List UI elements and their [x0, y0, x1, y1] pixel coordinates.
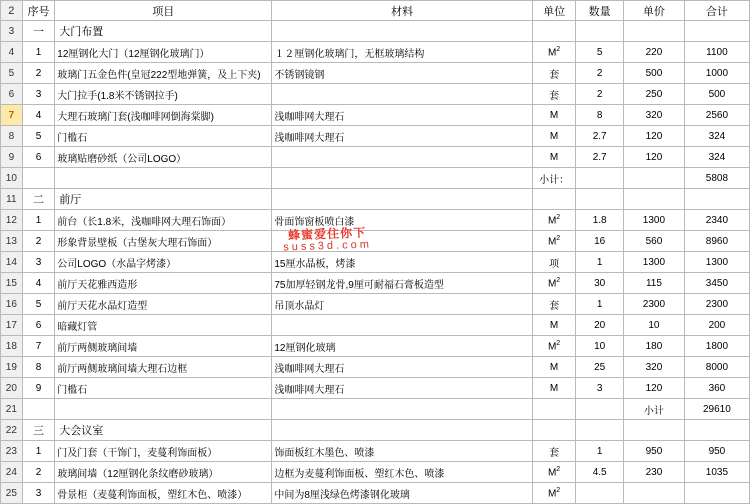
cell-unit[interactable]: 套 [532, 294, 575, 315]
cell-price[interactable]: 1300 [624, 210, 685, 231]
cell-material[interactable]: 中间为8厘浅绿色烤漆钢化玻璃 [272, 483, 533, 504]
section-index: 一 [22, 21, 55, 42]
cell-unit[interactable]: M [532, 105, 575, 126]
cell-total[interactable]: 950 [684, 441, 749, 462]
cell-price[interactable] [624, 420, 685, 441]
row-header[interactable]: 9 [1, 147, 23, 168]
cell-item[interactable] [55, 399, 272, 420]
row-header[interactable]: 14 [1, 252, 23, 273]
section-index: 二 [22, 189, 55, 210]
cell-price[interactable]: 560 [624, 231, 685, 252]
cell-qty[interactable]: 4.5 [576, 462, 624, 483]
cell-unit[interactable]: $M^2$ [532, 273, 575, 294]
column-header-1: 序号 [22, 1, 55, 21]
cell-total[interactable]: 8000 [684, 357, 749, 378]
cell-no[interactable]: 3 [22, 252, 55, 273]
cell-item[interactable]: 形象背景壁板（古堡灰大理石饰面） [55, 231, 272, 252]
table-row[interactable] [1, 399, 750, 420]
cell-total[interactable]: 500 [684, 84, 749, 105]
row-header[interactable]: 21 [1, 399, 23, 420]
column-header-2: 项目 [55, 1, 272, 21]
section-name: 大门布置 [55, 21, 272, 42]
cell-material[interactable]: 不锈钢镜钢 [272, 63, 533, 84]
cell-unit[interactable]: 套 [532, 441, 575, 462]
cell-material[interactable] [272, 147, 533, 168]
cell-qty[interactable]: 1 [576, 441, 624, 462]
cell-no[interactable]: 2 [22, 462, 55, 483]
table-row[interactable] [1, 294, 750, 315]
cell-no[interactable]: 1 [22, 441, 55, 462]
cell-price[interactable]: 230 [624, 462, 685, 483]
cell-total[interactable]: 2340 [684, 210, 749, 231]
section-name: 前厅 [55, 189, 272, 210]
cell-material[interactable]: 15厘水晶板，烤漆 [272, 252, 533, 273]
subtotal-value: 29610 [684, 399, 749, 420]
cell-price[interactable]: 500 [624, 63, 685, 84]
row-header[interactable]: 23 [1, 441, 23, 462]
table-row[interactable] [1, 42, 750, 63]
row-header[interactable]: 2 [1, 1, 23, 21]
cell-item[interactable]: 骨景柜（麦蔓利饰面板，塑红木色、喷漆） [55, 483, 272, 504]
cell-unit[interactable] [532, 420, 575, 441]
cell-item[interactable]: 前厅两侧玻璃间墙大理石边框 [55, 357, 272, 378]
cell-price[interactable] [624, 483, 685, 504]
cell-price[interactable]: 1300 [624, 252, 685, 273]
row-header[interactable]: 25 [1, 483, 23, 504]
cell-item[interactable]: 公司LOGO（水晶字烤漆） [55, 252, 272, 273]
table-row[interactable] [1, 336, 750, 357]
cell-material[interactable]: 浅咖啡网大理石 [272, 105, 533, 126]
cell-qty[interactable] [576, 420, 624, 441]
cell-material[interactable]: 饰面板红木墨色、喷漆 [272, 441, 533, 462]
cell-item[interactable]: 玻璃间墙（12厘钢化条纹磨砂玻璃） [55, 462, 272, 483]
cell-qty[interactable] [576, 21, 624, 42]
cell-qty[interactable]: 10 [576, 336, 624, 357]
row-header[interactable]: 10 [1, 168, 23, 189]
cell-qty[interactable]: 2 [576, 63, 624, 84]
cell-total[interactable]: 200 [684, 315, 749, 336]
cell-qty[interactable] [576, 483, 624, 504]
subtotal-value: 5808 [684, 168, 749, 189]
cell-item[interactable]: 前厅天花雅西造形 [55, 273, 272, 294]
cell-qty[interactable]: 2.7 [576, 147, 624, 168]
table-row[interactable] [1, 315, 750, 336]
cell-no[interactable]: 7 [22, 336, 55, 357]
cell-unit[interactable]: $M^2$ [532, 483, 575, 504]
cell-item[interactable]: 前厅两侧玻璃间墙 [55, 336, 272, 357]
cell-qty[interactable]: 1 [576, 252, 624, 273]
cell-material[interactable] [272, 84, 533, 105]
cell-no[interactable]: 1 [22, 210, 55, 231]
cell-total[interactable]: 1300 [684, 252, 749, 273]
cell-total[interactable]: 1800 [684, 336, 749, 357]
cell-unit[interactable]: $M^2$ [532, 231, 575, 252]
cell-qty[interactable] [576, 189, 624, 210]
cell-material[interactable]: 12厘钢化玻璃 [272, 336, 533, 357]
cell-qty[interactable]: 5 [576, 42, 624, 63]
row-header[interactable]: 15 [1, 273, 23, 294]
cell-total[interactable]: 324 [684, 126, 749, 147]
cell-qty[interactable]: 30 [576, 273, 624, 294]
cell-no[interactable]: 3 [22, 84, 55, 105]
cell-item[interactable]: 大理石玻璃门套(浅咖啡网倒海棠脚) [55, 105, 272, 126]
column-header-4: 单位 [532, 1, 575, 21]
cell-qty[interactable] [576, 168, 624, 189]
table-row[interactable] [1, 441, 750, 462]
row-header[interactable]: 7 [1, 105, 23, 126]
cell-unit[interactable]: M [532, 315, 575, 336]
cell-item[interactable]: 玻璃门五金色件(皇冠222型地弹簧，及上下夹) [55, 63, 272, 84]
table-row[interactable] [1, 189, 750, 210]
cell-total[interactable]: 2560 [684, 105, 749, 126]
cell-no[interactable]: 5 [22, 294, 55, 315]
cell-price[interactable]: 180 [624, 336, 685, 357]
cell-total[interactable] [684, 483, 749, 504]
column-header-6: 单价 [624, 1, 685, 21]
cell-item[interactable]: 前台（长1.8米，浅咖啡网大理石饰面） [55, 210, 272, 231]
cell-qty[interactable]: 2.7 [576, 126, 624, 147]
cell-no[interactable]: 9 [22, 378, 55, 399]
cell-price[interactable] [624, 189, 685, 210]
row-header[interactable]: 8 [1, 126, 23, 147]
cell-no[interactable]: 3 [22, 483, 55, 504]
cell-no[interactable] [22, 399, 55, 420]
table-row[interactable] [1, 273, 750, 294]
cell-item[interactable] [55, 168, 272, 189]
row-header[interactable]: 11 [1, 189, 23, 210]
cell-total[interactable]: 360 [684, 378, 749, 399]
section-index: 三 [22, 420, 55, 441]
cell-total[interactable]: 1035 [684, 462, 749, 483]
row-header[interactable]: 5 [1, 63, 23, 84]
column-header-5: 数量 [576, 1, 624, 21]
row-header[interactable]: 17 [1, 315, 23, 336]
table-row[interactable] [1, 147, 750, 168]
cell-material[interactable]: 骨面饰窗板喷白漆 [272, 210, 533, 231]
cell-material[interactable] [272, 189, 533, 210]
cell-price[interactable]: 2300 [624, 294, 685, 315]
cell-qty[interactable]: 3 [576, 378, 624, 399]
cell-material[interactable]: 边框为麦蔓利饰面板、塑红木色、喷漆 [272, 462, 533, 483]
cell-no[interactable]: 1 [22, 42, 55, 63]
cell-item[interactable]: 门槛石 [55, 378, 272, 399]
cell-unit[interactable]: M [532, 126, 575, 147]
cell-material[interactable] [272, 231, 533, 252]
cell-unit[interactable]: M [532, 378, 575, 399]
cell-price[interactable]: 220 [624, 42, 685, 63]
cell-item[interactable]: 门槛石 [55, 126, 272, 147]
cell-item[interactable]: 暗藏灯管 [55, 315, 272, 336]
cell-unit[interactable] [532, 21, 575, 42]
cell-no[interactable]: 6 [22, 315, 55, 336]
row-header[interactable]: 19 [1, 357, 23, 378]
section-name: 大会议室 [55, 420, 272, 441]
cell-no[interactable]: 6 [22, 147, 55, 168]
cell-unit[interactable]: $M^2$ [532, 336, 575, 357]
row-header[interactable]: 20 [1, 378, 23, 399]
cell-qty[interactable]: 1.8 [576, 210, 624, 231]
row-header[interactable]: 18 [1, 336, 23, 357]
table-row[interactable] [1, 483, 750, 504]
cell-price[interactable]: 250 [624, 84, 685, 105]
row-header[interactable]: 6 [1, 84, 23, 105]
cell-unit[interactable] [532, 189, 575, 210]
table-row[interactable] [1, 378, 750, 399]
cell-total[interactable]: 1000 [684, 63, 749, 84]
cell-item[interactable]: 12厘钢化大门（12厘钢化玻璃门） [55, 42, 272, 63]
cell-no[interactable]: 4 [22, 273, 55, 294]
cell-unit[interactable]: M [532, 147, 575, 168]
cell-price[interactable]: 320 [624, 105, 685, 126]
cell-unit[interactable]: $M^2$ [532, 210, 575, 231]
cell-material[interactable]: １２厘钢化玻璃门，无框玻璃结构 [272, 42, 533, 63]
table-row[interactable] [1, 1, 750, 21]
cell-material[interactable]: 75加厚轻钢龙骨,9厘可耐福石膏板造型 [272, 273, 533, 294]
cell-total[interactable]: 2300 [684, 294, 749, 315]
cell-unit[interactable]: 套 [532, 84, 575, 105]
subtotal-label: 小计： [532, 168, 575, 189]
cell-material[interactable] [272, 420, 533, 441]
cell-material[interactable] [272, 21, 533, 42]
table-row[interactable] [1, 63, 750, 84]
cell-qty[interactable]: 20 [576, 315, 624, 336]
cell-total[interactable]: 8960 [684, 231, 749, 252]
cell-total[interactable] [684, 189, 749, 210]
cell-qty[interactable] [576, 399, 624, 420]
cell-price[interactable]: 950 [624, 441, 685, 462]
cell-qty[interactable]: 16 [576, 231, 624, 252]
cell-qty[interactable]: 8 [576, 105, 624, 126]
cell-item[interactable]: 玻璃贴磨砂纸（公司LOGO） [55, 147, 272, 168]
row-header[interactable]: 3 [1, 21, 23, 42]
table-row[interactable] [1, 231, 750, 252]
row-header[interactable]: 12 [1, 210, 23, 231]
cell-material[interactable] [272, 168, 533, 189]
table-row[interactable] [1, 168, 750, 189]
table-row[interactable] [1, 252, 750, 273]
cell-unit[interactable] [532, 399, 575, 420]
cell-total[interactable] [684, 420, 749, 441]
cell-price[interactable] [624, 168, 685, 189]
cell-no[interactable]: 8 [22, 357, 55, 378]
cell-price[interactable]: 10 [624, 315, 685, 336]
cell-total[interactable]: 3450 [684, 273, 749, 294]
cell-price[interactable]: 120 [624, 147, 685, 168]
cell-qty[interactable]: 25 [576, 357, 624, 378]
cell-total[interactable]: 324 [684, 147, 749, 168]
column-header-7: 合计 [684, 1, 749, 21]
column-header-3: 材料 [272, 1, 533, 21]
cell-unit[interactable]: $M^2$ [532, 462, 575, 483]
row-header[interactable]: 13 [1, 231, 23, 252]
cell-total[interactable]: 1100 [684, 42, 749, 63]
cell-material[interactable] [272, 315, 533, 336]
cell-unit[interactable]: 套 [532, 63, 575, 84]
cell-item[interactable]: 前厅天花水晶灯造型 [55, 294, 272, 315]
cell-price[interactable]: 120 [624, 126, 685, 147]
watermark-line1: 蜂蜜爱住你下 [287, 225, 367, 243]
row-header[interactable]: 16 [1, 294, 23, 315]
cell-unit[interactable]: M [532, 357, 575, 378]
cell-no[interactable]: 4 [22, 105, 55, 126]
table-row[interactable] [1, 462, 750, 483]
cell-material[interactable]: 浅咖啡网大理石 [272, 357, 533, 378]
watermark-line2: suss3d.com [283, 238, 373, 254]
table-row[interactable] [1, 420, 750, 441]
table-row[interactable] [1, 126, 750, 147]
subtotal-label: 小计 [624, 399, 685, 420]
row-header[interactable]: 22 [1, 420, 23, 441]
cell-material[interactable]: 浅咖啡网大理石 [272, 126, 533, 147]
cell-unit[interactable]: 项 [532, 252, 575, 273]
cell-no[interactable]: 5 [22, 126, 55, 147]
cell-item[interactable]: 门及门套（干饰门，麦蔓利饰面板） [55, 441, 272, 462]
cell-material[interactable]: 吊顶水晶灯 [272, 294, 533, 315]
table-body [1, 1, 750, 504]
cell-no[interactable]: 2 [22, 231, 55, 252]
cell-material[interactable]: 浅咖啡网大理石 [272, 378, 533, 399]
cell-qty[interactable]: 1 [576, 294, 624, 315]
row-header[interactable]: 4 [1, 42, 23, 63]
table-row[interactable] [1, 84, 750, 105]
table-row[interactable] [1, 357, 750, 378]
cell-material[interactable] [272, 399, 533, 420]
cell-unit[interactable]: $M^2$ [532, 42, 575, 63]
table-row[interactable] [1, 21, 750, 42]
cell-price[interactable]: 115 [624, 273, 685, 294]
table-row[interactable] [1, 105, 750, 126]
cell-no[interactable] [22, 168, 55, 189]
cell-price[interactable]: 120 [624, 378, 685, 399]
table-row[interactable] [1, 210, 750, 231]
cell-item[interactable]: 大门拉手(1.8米不锈钢拉手) [55, 84, 272, 105]
cell-total[interactable] [684, 21, 749, 42]
cell-qty[interactable]: 2 [576, 84, 624, 105]
cell-price[interactable] [624, 21, 685, 42]
row-header[interactable]: 24 [1, 462, 23, 483]
cell-no[interactable]: 2 [22, 63, 55, 84]
cell-price[interactable]: 320 [624, 357, 685, 378]
